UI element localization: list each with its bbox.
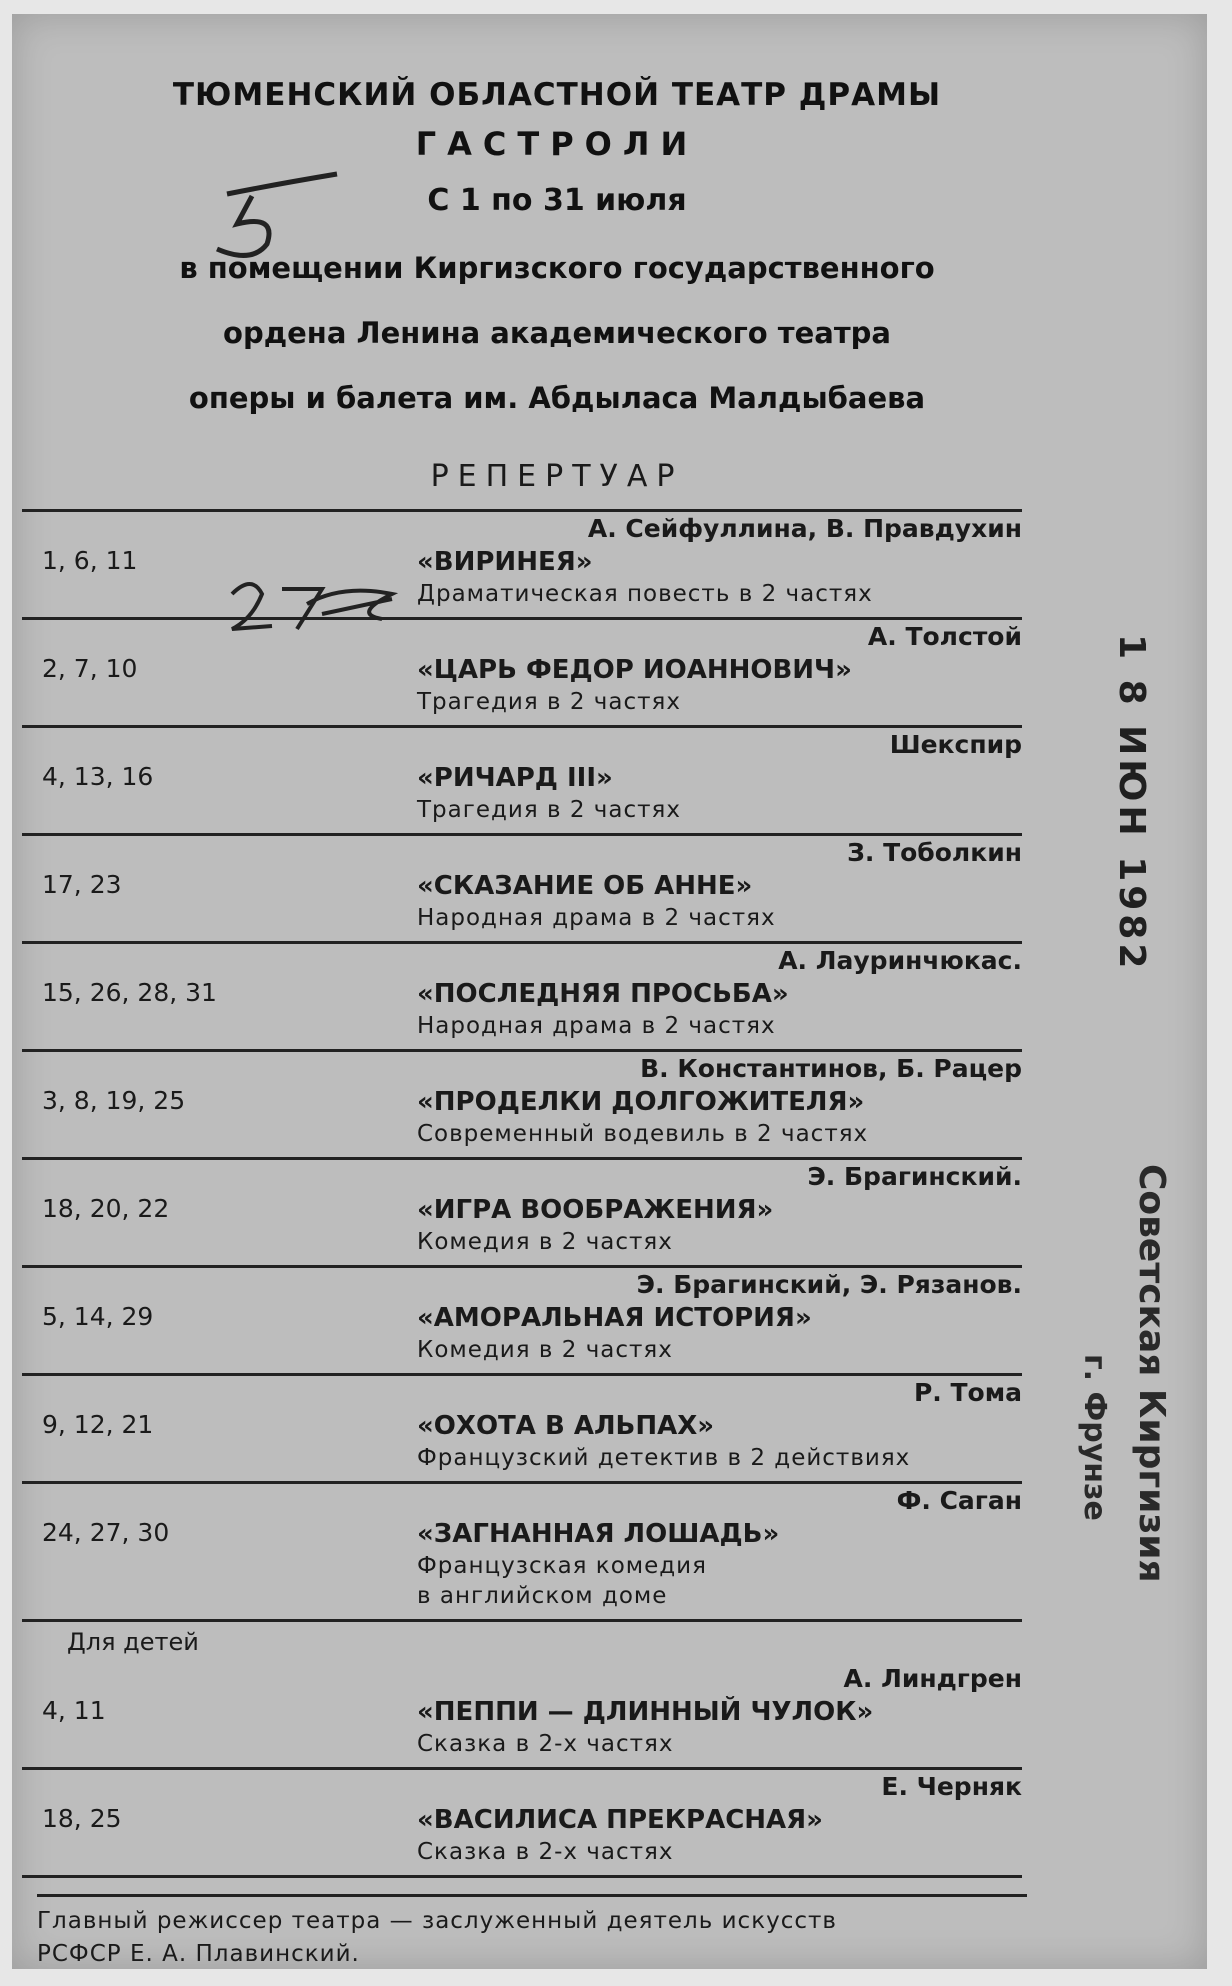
show-author: А. Сейфуллина, В. Правдухин <box>587 514 1022 543</box>
show-dates: 18, 25 <box>42 1804 122 1833</box>
show-genre: Французская комедия <box>417 1553 707 1579</box>
show-genre: Французский детектив в 2 действиях <box>417 1445 911 1471</box>
newspaper-clipping <box>12 14 1207 1969</box>
venue-line-2: ордена Ленина академического театра <box>223 316 891 350</box>
show-author: З. Тоболкин <box>847 838 1022 867</box>
show-title: «СКАЗАНИЕ ОБ АННЕ» <box>417 871 753 901</box>
show-genre: Комедия в 2 частях <box>417 1229 673 1255</box>
show-genre: Драматическая повесть в 2 частях <box>417 581 873 607</box>
show-row <box>22 617 1022 725</box>
venue-line-1: в помещении Киргизского государственного <box>179 251 935 285</box>
venue <box>52 236 1062 431</box>
tour-dates: С 1 по 31 июля <box>427 183 687 218</box>
show-author: Э. Брагинский. <box>807 1162 1022 1191</box>
show-dates: 5, 14, 29 <box>42 1302 154 1331</box>
show-row <box>22 1767 1022 1875</box>
show-dates: 9, 12, 21 <box>42 1410 154 1439</box>
show-row <box>22 1265 1022 1373</box>
show-row <box>22 1373 1022 1481</box>
show-row <box>22 509 1022 617</box>
show-row <box>22 941 1022 1049</box>
show-title: «ОХОТА В АЛЬПАХ» <box>417 1411 715 1441</box>
show-author: Э. Брагинский, Э. Рязанов. <box>636 1270 1022 1299</box>
tour-heading: ГАСТРОЛИ <box>415 125 699 163</box>
show-genre: Современный водевиль в 2 частях <box>417 1121 869 1147</box>
theatre-announcement <box>52 59 1062 494</box>
show-genre: Трагедия в 2 частях <box>417 797 681 823</box>
show-dates: 4, 13, 16 <box>42 762 154 791</box>
show-title: «ВАСИЛИСА ПРЕКРАСНАЯ» <box>417 1805 823 1835</box>
show-row <box>22 833 1022 941</box>
repertoire-heading: РЕПЕРТУАР <box>430 459 684 494</box>
show-genre: Трагедия в 2 частях <box>417 689 681 715</box>
show-genre: Народная драма в 2 частях <box>417 1013 776 1039</box>
footer-line-1: Главный режиссер театра — заслуженный деятель искусств <box>37 1908 837 1934</box>
show-genre: в английском доме <box>417 1583 668 1609</box>
show-row <box>22 1662 1022 1767</box>
footer-line-2: РСФСР Е. А. Плавинский. <box>37 1941 360 1967</box>
show-row <box>22 1157 1022 1265</box>
show-title: «ИГРА ВООБРАЖЕНИЯ» <box>417 1195 774 1225</box>
show-author: А. Линдгрен <box>843 1664 1022 1693</box>
show-title: «ПОСЛЕДНЯЯ ПРОСЬБА» <box>417 979 789 1009</box>
theatre-name: ТЮМЕНСКИЙ ОБЛАСТНОЙ ТЕАТР ДРАМЫ <box>172 77 942 113</box>
date-stamp <box>1092 634 1172 1014</box>
newspaper-name: Советская Киргизия <box>1131 1164 1172 1583</box>
show-title: «ЦАРЬ ФЕДОР ИОАННОВИЧ» <box>417 655 852 685</box>
show-genre: Народная драма в 2 частях <box>417 905 776 931</box>
show-dates: 18, 20, 22 <box>42 1194 170 1223</box>
handwritten-number <box>207 154 347 264</box>
table-end-rule <box>22 1875 1022 1878</box>
show-dates: 24, 27, 30 <box>42 1518 170 1547</box>
children-section <box>22 1619 1022 1662</box>
show-title: «РИЧАРД III» <box>417 763 613 793</box>
show-dates: 1, 6, 11 <box>42 546 138 575</box>
show-row <box>22 1049 1022 1157</box>
show-author: Е. Черняк <box>881 1772 1022 1801</box>
show-row <box>22 1481 1022 1619</box>
show-title: «АМОРАЛЬНАЯ ИСТОРИЯ» <box>417 1303 812 1333</box>
show-dates: 15, 26, 28, 31 <box>42 978 217 1007</box>
show-dates: 4, 11 <box>42 1696 106 1725</box>
show-dates: 3, 8, 19, 25 <box>42 1086 186 1115</box>
show-author: А. Лауринчюкас. <box>778 946 1022 975</box>
show-dates: 2, 7, 10 <box>42 654 138 683</box>
venue-line-3: оперы и балета им. Абдыласа Малдыбаева <box>188 381 926 415</box>
show-title: «ПЕППИ — ДЛИННЫЙ ЧУЛОК» <box>417 1697 874 1727</box>
show-author: А. Толстой <box>867 622 1022 651</box>
show-author: В. Константинов, Б. Рацер <box>640 1054 1022 1083</box>
show-author: Р. Тома <box>913 1378 1022 1407</box>
show-title: «ПРОДЕЛКИ ДОЛГОЖИТЕЛЯ» <box>417 1087 865 1117</box>
show-genre: Сказка в 2-х частях <box>417 1731 674 1757</box>
show-title: «ВИРИНЕЯ» <box>417 547 593 577</box>
show-row <box>22 725 1022 833</box>
show-author: Ф. Саган <box>896 1486 1022 1515</box>
show-title: «ЗАГНАННАЯ ЛОШАДЬ» <box>417 1519 780 1549</box>
handwritten-note <box>222 574 402 634</box>
children-label: Для детей <box>67 1628 199 1656</box>
show-dates: 17, 23 <box>42 870 122 899</box>
show-genre: Сказка в 2-х частях <box>417 1839 674 1865</box>
show-author: Шекспир <box>889 730 1022 759</box>
show-genre: Комедия в 2 частях <box>417 1337 673 1363</box>
repertoire-table <box>22 509 1022 1878</box>
footer-credit <box>37 1894 1027 1971</box>
stamp-date: 1 8 ИЮН 1982 <box>1111 634 1152 973</box>
newspaper-city: г. Фрунзе <box>1077 1354 1112 1521</box>
